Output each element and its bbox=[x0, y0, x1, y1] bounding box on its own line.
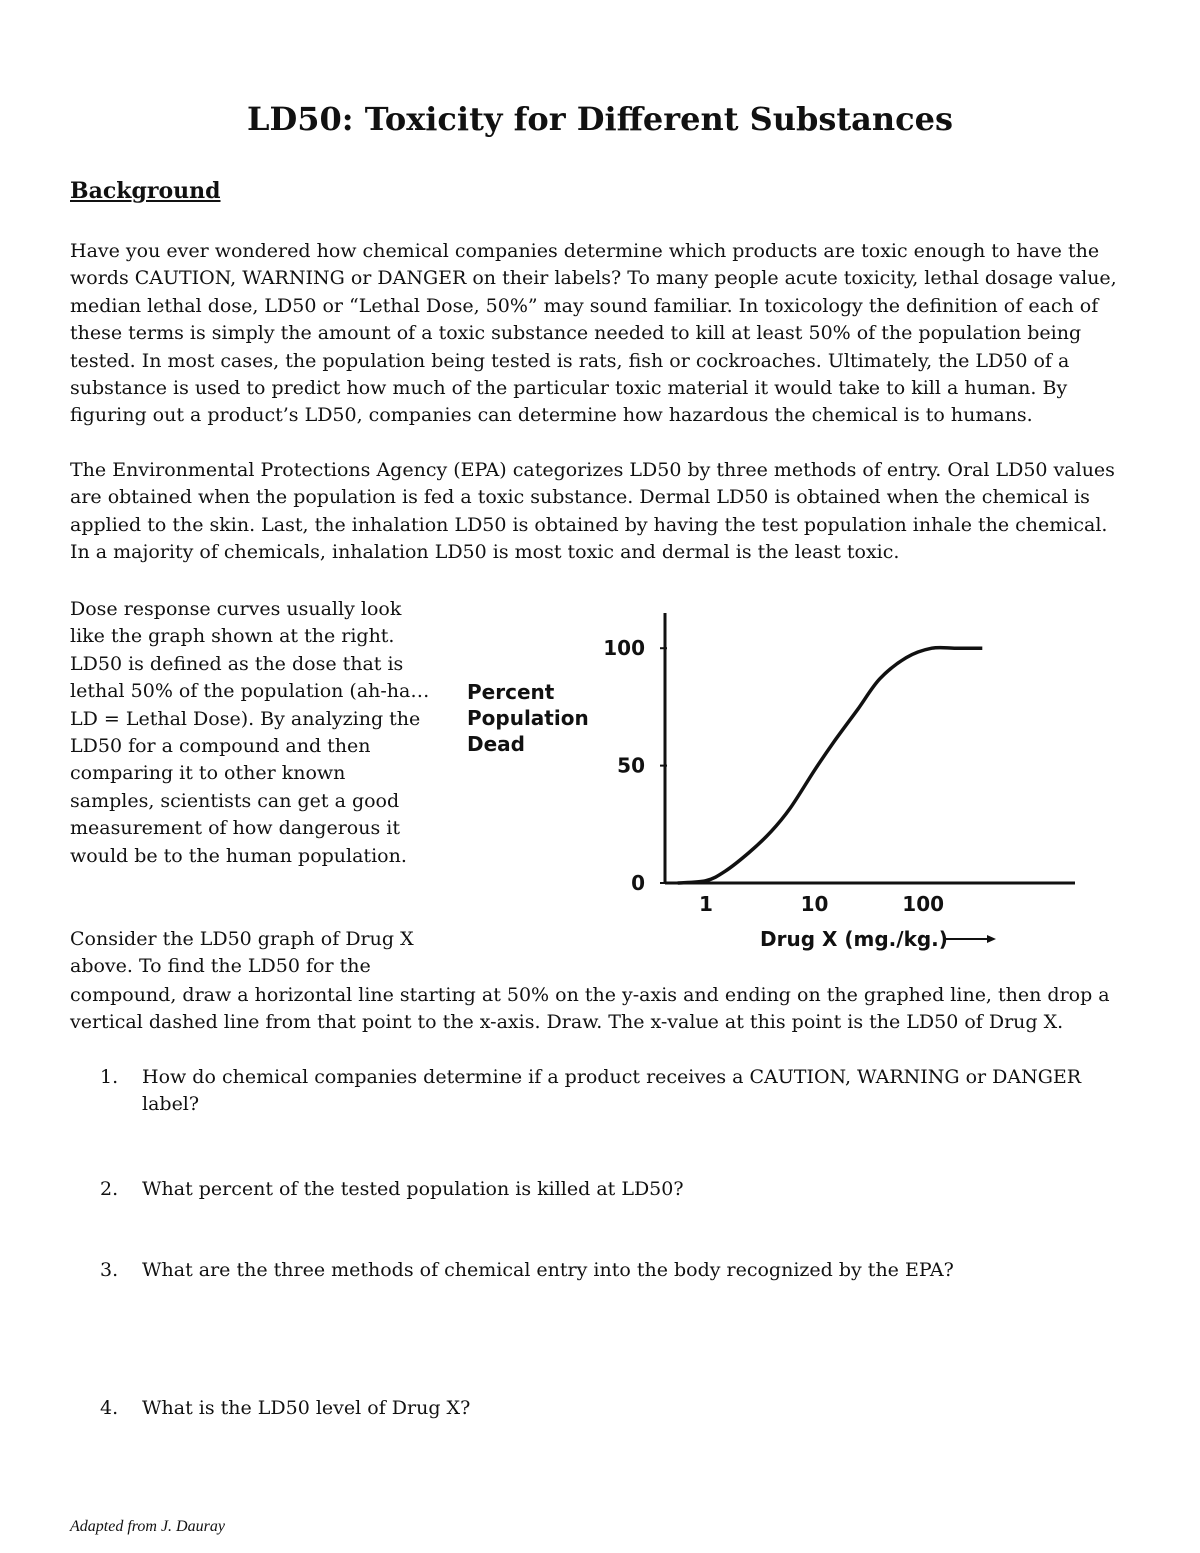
section-heading-background: Background bbox=[70, 178, 221, 204]
ld50-chart bbox=[455, 598, 1095, 958]
question-text: What are the three methods of chemical entry into the body recognized by the EPA? bbox=[142, 1259, 954, 1281]
question-number: 2. bbox=[100, 1178, 119, 1200]
question-number: 4. bbox=[100, 1397, 119, 1419]
y-tick-label: 100 bbox=[603, 636, 645, 661]
ld50-chart-svg bbox=[455, 598, 1095, 958]
y-tick-label: 0 bbox=[631, 871, 645, 895]
y-axis-label-line: Dead bbox=[467, 732, 525, 756]
question-number: 1. bbox=[100, 1066, 119, 1088]
y-tick-label: 50 bbox=[617, 753, 645, 778]
y-axis-label-line: Percent bbox=[467, 680, 555, 704]
question-text: What percent of the tested population is killed at LD50? bbox=[142, 1178, 684, 1200]
background-paragraph-2: The Environmental Protections Agency (EPA) categorizes LD50 by three methods of entry. Oral LD50 values are obtained when the population is fed a toxic substance. Dermal LD50 is obtained when the chemical is applied to the skin. Last, the inhalation LD50 is obtained by having the test population inhale the chemical. In a majority of chemicals, inhalation LD50 is most toxic and dermal is the least toxic. bbox=[70, 459, 1115, 564]
page-title: LD50: Toxicity for Different Substances bbox=[246, 100, 954, 138]
attribution-footer: Adapted from J. Dauray bbox=[70, 1518, 225, 1535]
x-tick-label: 1 bbox=[698, 892, 713, 916]
x-tick-label: 10 bbox=[800, 892, 829, 916]
x-axis-arrowhead bbox=[987, 935, 996, 943]
question-text: What is the LD50 level of Drug X? bbox=[142, 1397, 471, 1419]
question-number: 3. bbox=[100, 1259, 119, 1281]
consider-paragraph: Consider the LD50 graph of Drug X above. To find the LD50 for the bbox=[70, 928, 414, 978]
dose-response-paragraph: Dose response curves usually look like the graph shown at the right. LD50 is defined as the dose that is lethal 50% of the population (ah-ha… LD = Lethal Dose). By analyzing the LD50 for a compound and then comparing it to other known samples, scientists can get a good measurement of how dangerous it would be to the human population. bbox=[70, 598, 430, 867]
x-tick-label: 100 bbox=[902, 892, 945, 916]
question-text: How do chemical companies determine if a product receives a CAUTION, WARNING or DANGER label? bbox=[142, 1066, 1082, 1116]
y-axis-label-line: Population bbox=[467, 706, 589, 730]
instruction-paragraph: compound, draw a horizontal line starting at 50% on the y-axis and ending on the graphed line, then drop a vertical dashed line from that point to the x-axis. Draw. The x-value at this point is the LD50 of Drug X. bbox=[70, 984, 1110, 1034]
background-paragraph-1: Have you ever wondered how chemical companies determine which products are toxic enough to have the words CAUTION, WARNING or DANGER on their labels? To many people acute toxicity, lethal dosage value, median lethal dose, LD50 or “Lethal Dose, 50%” may sound familiar. In toxicology the definition of each of these terms is simply the amount of a toxic substance needed to kill at least 50% of the population being tested. In most cases, the population being tested is rats, fish or cockroaches. Ultimately, the LD50 of a substance is used to predict how much of the particular toxic material it would take to kill a human. By figuring out a product’s LD50, companies can determine how hazardous the chemical is to humans. bbox=[70, 240, 1117, 427]
x-axis-label: Drug X (mg./kg.) bbox=[760, 927, 948, 951]
dose-response-curve bbox=[678, 648, 983, 883]
